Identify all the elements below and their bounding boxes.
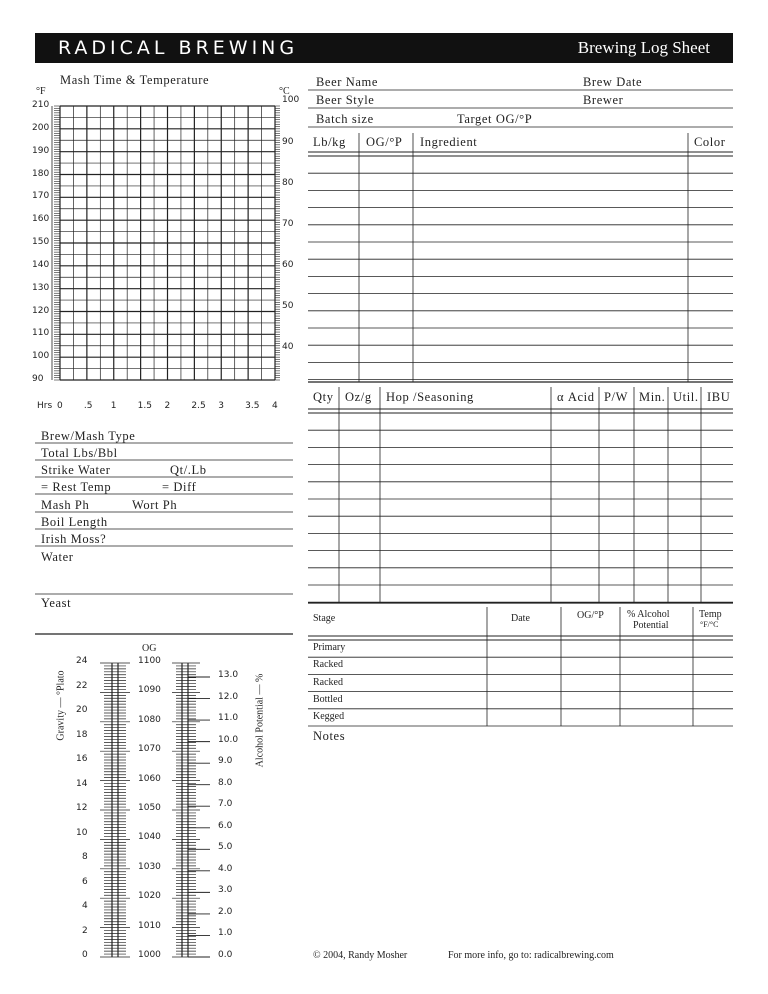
qt-lb-label: Qt/.Lb bbox=[170, 463, 207, 477]
plato-tick-0: 0 bbox=[82, 950, 88, 960]
diff-field[interactable]: = Diff bbox=[162, 480, 197, 494]
og-label: OG bbox=[142, 643, 157, 654]
beer-name-field[interactable]: Beer Name bbox=[316, 75, 378, 89]
c-tick-50: 50 bbox=[282, 300, 294, 311]
alcohol-tick-3.0: 3.0 bbox=[218, 885, 233, 896]
batch-size-field[interactable]: Batch size bbox=[316, 112, 374, 126]
brewer-field[interactable]: Brewer bbox=[583, 93, 624, 107]
f-tick-210: 210 bbox=[32, 100, 50, 110]
plato-tick-20: 20 bbox=[76, 705, 88, 715]
page-title: Brewing Log Sheet bbox=[577, 38, 710, 57]
col-ingredient: Ingredient bbox=[420, 135, 478, 149]
alcohol-tick-12.0: 12.0 bbox=[218, 691, 239, 702]
plato-tick-24: 24 bbox=[76, 656, 88, 666]
col-stage-og: OG/°P bbox=[577, 610, 604, 621]
plato-tick-14: 14 bbox=[76, 778, 88, 789]
col-acid: α Acid bbox=[557, 390, 595, 404]
stage-racked-1: Racked bbox=[313, 659, 343, 670]
yeast-field[interactable]: Yeast bbox=[41, 596, 72, 610]
col-hop: Hop /Seasoning bbox=[386, 390, 474, 404]
water-field[interactable]: Water bbox=[41, 550, 74, 564]
x-tick-0: 0 bbox=[57, 401, 63, 411]
col-og: OG/°P bbox=[366, 135, 403, 149]
c-tick-70: 70 bbox=[282, 218, 294, 229]
f-tick-100: 100 bbox=[32, 351, 50, 362]
footer-link[interactable]: For more info, go to: radicalbrewing.com bbox=[448, 950, 614, 961]
alcohol-tick-13.0: 13.0 bbox=[218, 670, 239, 680]
boil-length-field[interactable]: Boil Length bbox=[41, 515, 108, 529]
plato-tick-18: 18 bbox=[76, 729, 88, 740]
alcohol-tick-6.0: 6.0 bbox=[218, 820, 233, 831]
alcohol-tick-2.0: 2.0 bbox=[218, 906, 233, 917]
stage-primary: Primary bbox=[313, 642, 346, 653]
c-tick-60: 60 bbox=[282, 259, 294, 270]
x-tick-2: 2 bbox=[164, 401, 171, 411]
x-tick-1.5: 1.5 bbox=[137, 401, 152, 411]
brew-date-field[interactable]: Brew Date bbox=[583, 75, 643, 89]
f-tick-150: 150 bbox=[32, 237, 50, 247]
col-stage: Stage bbox=[313, 613, 336, 624]
irish-moss-field[interactable]: Irish Moss? bbox=[41, 532, 107, 546]
alcohol-tick-11.0: 11.0 bbox=[218, 713, 239, 724]
og-tick-1080: 1080 bbox=[138, 714, 161, 725]
plato-axis-label: Gravity — °Plato bbox=[55, 670, 67, 741]
beer-style-field[interactable]: Beer Style bbox=[316, 93, 375, 107]
og-tick-1040: 1040 bbox=[138, 832, 161, 843]
plato-tick-22: 22 bbox=[76, 680, 88, 691]
x-tick-3.5: 3.5 bbox=[245, 401, 260, 411]
x-tick-4: 4 bbox=[272, 401, 278, 411]
alcohol-tick-4.0: 4.0 bbox=[218, 863, 233, 874]
col-pw: P/W bbox=[604, 390, 629, 404]
f-tick-190: 190 bbox=[32, 145, 50, 156]
f-tick-130: 130 bbox=[32, 282, 50, 293]
alcohol-tick-5.0: 5.0 bbox=[218, 842, 233, 853]
og-tick-1000: 1000 bbox=[138, 950, 161, 960]
plato-tick-8: 8 bbox=[82, 852, 88, 862]
col-temp-2: °F/°C bbox=[700, 620, 719, 629]
plato-tick-12: 12 bbox=[76, 803, 88, 813]
col-color: Color bbox=[694, 135, 726, 149]
col-ozg: Oz/g bbox=[345, 390, 372, 404]
f-tick-160: 160 bbox=[32, 214, 50, 225]
og-tick-1030: 1030 bbox=[138, 861, 161, 872]
stage-racked-2: Racked bbox=[313, 677, 343, 688]
col-min: Min. bbox=[639, 390, 666, 404]
col-ibu: IBU bbox=[707, 390, 731, 404]
f-tick-180: 180 bbox=[32, 168, 50, 179]
plato-tick-6: 6 bbox=[82, 876, 88, 887]
plato-tick-10: 10 bbox=[76, 827, 88, 838]
alcohol-tick-10.0: 10.0 bbox=[218, 734, 239, 745]
c-tick-90: 90 bbox=[282, 136, 294, 147]
col-qty: Qty bbox=[313, 390, 334, 404]
target-og-field[interactable]: Target OG/°P bbox=[457, 112, 533, 126]
f-tick-170: 170 bbox=[32, 191, 50, 202]
x-tick-3: 3 bbox=[218, 401, 224, 411]
og-tick-1020: 1020 bbox=[138, 891, 161, 902]
copyright: © 2004, Randy Mosher bbox=[313, 950, 408, 961]
stage-bottled: Bottled bbox=[313, 694, 343, 705]
col-alcohol-1: % Alcohol bbox=[627, 609, 670, 620]
col-lbkg: Lb/kg bbox=[313, 135, 346, 149]
col-temp-1: Temp bbox=[699, 609, 722, 620]
rest-temp-field[interactable]: = Rest Temp bbox=[41, 480, 112, 494]
mash-chart-title: Mash Time & Temperature bbox=[60, 73, 210, 87]
wort-ph-field[interactable]: Wort Ph bbox=[132, 498, 178, 512]
c-tick-40: 40 bbox=[282, 342, 294, 353]
alcohol-tick-8.0: 8.0 bbox=[218, 777, 233, 788]
mash-ph-field[interactable]: Mash Ph bbox=[41, 498, 90, 512]
og-tick-1010: 1010 bbox=[138, 920, 161, 931]
f-tick-90: 90 bbox=[32, 374, 44, 384]
f-tick-110: 110 bbox=[32, 328, 50, 339]
og-tick-1090: 1090 bbox=[138, 685, 161, 696]
hrs-label: Hrs bbox=[37, 401, 53, 411]
x-tick-.5: .5 bbox=[83, 401, 93, 411]
unit-c-label: °C bbox=[279, 86, 290, 97]
og-tick-1070: 1070 bbox=[138, 744, 161, 755]
og-tick-1060: 1060 bbox=[138, 773, 161, 784]
plato-tick-4: 4 bbox=[82, 901, 88, 911]
plato-tick-2: 2 bbox=[82, 925, 88, 936]
brew-mash-type-field[interactable]: Brew/Mash Type bbox=[41, 429, 136, 443]
plato-tick-16: 16 bbox=[76, 754, 88, 764]
stage-kegged: Kegged bbox=[313, 711, 345, 722]
og-tick-1100: 1100 bbox=[138, 656, 161, 666]
x-tick-1: 1 bbox=[110, 401, 117, 411]
brand-logo: RADICAL BREWING bbox=[58, 37, 299, 59]
alcohol-axis-label: Alcohol Potential — % bbox=[254, 673, 266, 768]
unit-f-label: °F bbox=[36, 86, 46, 97]
alcohol-tick-9.0: 9.0 bbox=[218, 756, 233, 767]
f-tick-120: 120 bbox=[32, 305, 50, 316]
total-lbs-field[interactable]: Total Lbs/Bbl bbox=[41, 446, 118, 460]
strike-water-field[interactable]: Strike Water bbox=[41, 463, 111, 477]
f-tick-140: 140 bbox=[32, 259, 50, 270]
alcohol-tick-7.0: 7.0 bbox=[218, 799, 233, 810]
alcohol-tick-1.0: 1.0 bbox=[218, 928, 233, 939]
og-tick-1050: 1050 bbox=[138, 803, 161, 813]
f-tick-200: 200 bbox=[32, 122, 50, 133]
col-date: Date bbox=[511, 613, 530, 624]
col-util: Util. bbox=[673, 390, 699, 404]
notes-field[interactable]: Notes bbox=[313, 729, 346, 743]
alcohol-tick-0.0: 0.0 bbox=[218, 950, 233, 960]
c-tick-100: 100 bbox=[282, 95, 300, 106]
c-tick-80: 80 bbox=[282, 177, 294, 188]
x-tick-2.5: 2.5 bbox=[191, 401, 206, 411]
col-alcohol-2: Potential bbox=[633, 620, 669, 631]
